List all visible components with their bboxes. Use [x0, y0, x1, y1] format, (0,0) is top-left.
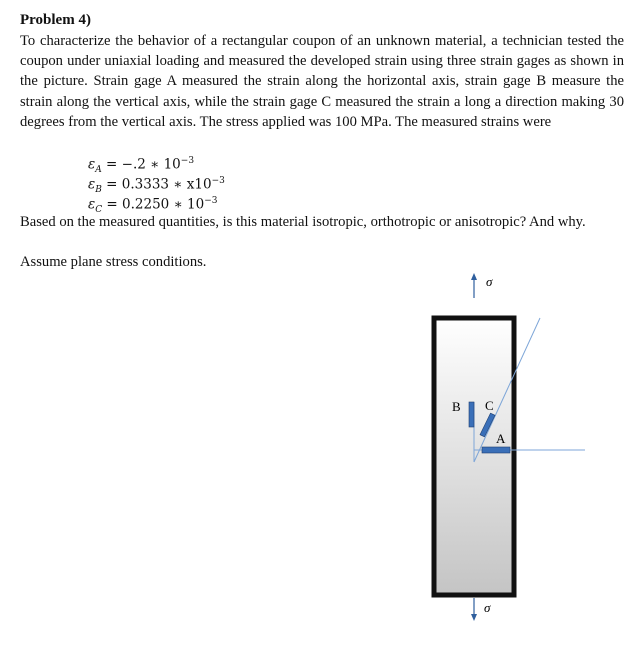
- assumption-text: Assume plane stress conditions.: [20, 254, 207, 270]
- strain-gage-b: [469, 402, 474, 427]
- strain-b-value: = 0.3333 ∗ x10: [101, 176, 212, 193]
- strain-b-exponent: −3: [211, 176, 225, 186]
- strain-gage-a: [482, 447, 510, 453]
- question-text: Based on the measured quantities, is this material isotropic, orthotropic or anisotropic? And why.: [20, 214, 586, 230]
- strain-c-subscript: C: [95, 205, 103, 216]
- gage-b-label: B: [452, 399, 461, 414]
- top-load-arrow-head: [471, 273, 477, 280]
- gage-c-label: C: [485, 398, 494, 413]
- strain-a-exponent: −3: [180, 156, 195, 166]
- strain-c-exponent: −3: [204, 196, 218, 206]
- strain-a-symbol: ε: [88, 156, 96, 173]
- gage-a-label: A: [496, 431, 506, 446]
- problem-statement: To characterize the behavior of a rectangular coupon of an unknown material, a technician tested the coupon under uniaxial loading and measured the developed strain using three strain gages as shown in the picture. Strain gage A measured the strain along the horizontal axis, strain gage B measure the strain along the vertical axis, while the strain gage C measured the strain a long a direction making 30 degrees from the vertical axis. The stress applied was 100 MPa. The measured strains were: [20, 33, 624, 130]
- problem-title: Problem 4): [20, 12, 91, 28]
- strain-b-symbol: ε: [88, 176, 96, 193]
- strain-a-subscript: A: [95, 165, 102, 176]
- top-stress-label: σ: [486, 274, 493, 289]
- strain-c-value: = 0.2250 ∗ 10: [102, 196, 205, 213]
- strain-a-value: = −.2 ∗ 10: [101, 156, 181, 173]
- strain-c-symbol: ε: [88, 196, 96, 213]
- bottom-stress-label: σ: [484, 600, 491, 615]
- strain-b-subscript: B: [95, 185, 102, 196]
- bottom-load-arrow-head: [471, 614, 477, 621]
